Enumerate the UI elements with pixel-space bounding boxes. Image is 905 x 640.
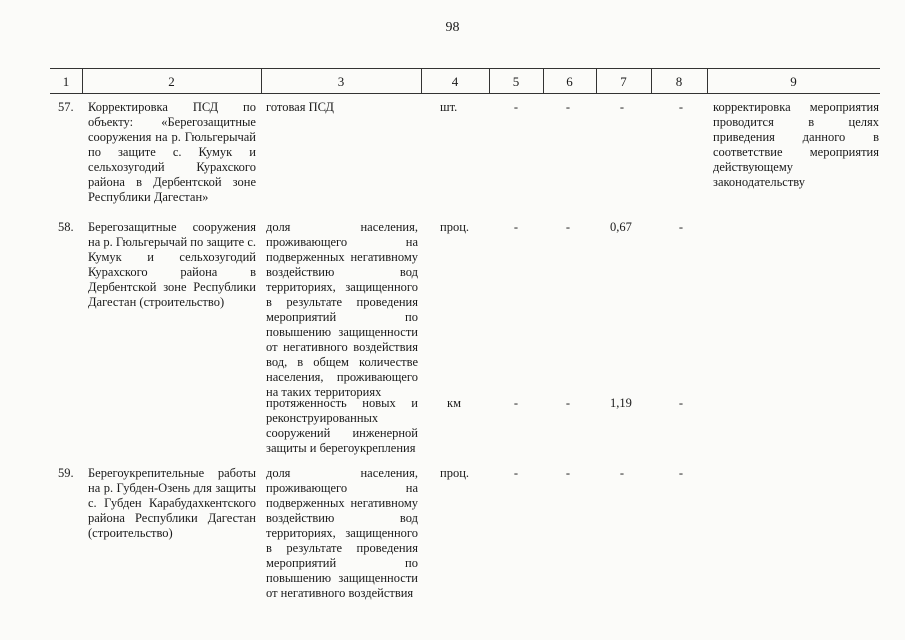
row-value-5: - (513, 466, 519, 480)
column-header: 3 (337, 74, 345, 89)
row-value-6: - (565, 396, 571, 410)
row-value-8: - (678, 396, 684, 410)
row-value-8: - (678, 466, 684, 480)
row-value-6: - (565, 220, 571, 234)
row-value-7: - (619, 100, 625, 114)
row-value-8: - (678, 220, 684, 234)
column-header: 1 (62, 74, 70, 89)
row-indicator: доля населения, проживающего на подверженных негативному воздействию вод территориях, защищенного в результате проведения мероприятий по повышению защищенности от негативного воздействия (266, 466, 418, 600)
row-value-6: - (565, 100, 571, 114)
row-indicator: протяженность новых и реконструированных сооружений инженерной защиты и берегоукрепления (266, 396, 418, 455)
column-header: 6 (566, 74, 573, 89)
row-value-5: - (513, 396, 519, 410)
row-name: Корректировка ПСД по объекту: «Берегозащитные сооружения на р. Гюльгерычай по защите с. Кумук и сельхозугодий Курахского района в Дербентской зоне Республики Дагестан» (88, 100, 256, 204)
column-header: 8 (675, 74, 683, 89)
row-value-5: - (513, 100, 519, 114)
row-value-5: - (513, 220, 519, 234)
table-header-rule (50, 93, 880, 94)
row-indicator: доля населения, проживающего на подверженных негативному воздействию вод территориях, защищенного в результате проведения мероприятий по повышению защищенности от негативного воздействия вод, в общем количестве населения, проживающего на таких территориях (266, 220, 418, 399)
row-note: корректировка мероприятия проводится в целях приведения данного в соответствие мероприятия действующему законодательству (713, 100, 879, 189)
row-name: Берегозащитные сооружения на р. Гюльгерычай по защите с. Кумук и сельхозугодий Курахского района в Дербентской зоне Республики Дагестан (строительство) (88, 220, 256, 309)
row-value-8: - (678, 100, 684, 114)
column-header: 7 (620, 74, 627, 89)
row-value-7: 0,67 (610, 220, 632, 234)
table-top-rule (50, 68, 880, 69)
column-header: 9 (790, 74, 797, 89)
row-unit: проц. (440, 466, 470, 480)
row-value-7: 1,19 (610, 396, 632, 410)
column-header: 4 (451, 74, 459, 89)
row-unit: шт. (440, 100, 458, 114)
row-indicator: готовая ПСД (266, 100, 334, 114)
column-header: 5 (512, 74, 520, 89)
page-number: 98 (445, 20, 460, 35)
column-header: 2 (168, 74, 175, 89)
row-number: 57. (58, 100, 74, 114)
row-unit: проц. (440, 220, 470, 234)
row-unit: км (447, 396, 461, 410)
row-number: 59. (58, 466, 74, 480)
row-number: 58. (58, 220, 74, 234)
row-value-7: - (619, 466, 625, 480)
row-name: Берегоукрепительные работы на р. Губден-Озень для защиты с. Губден Карабудахкентского района Республики Дагестан (строительство) (88, 466, 256, 540)
row-value-6: - (565, 466, 571, 480)
